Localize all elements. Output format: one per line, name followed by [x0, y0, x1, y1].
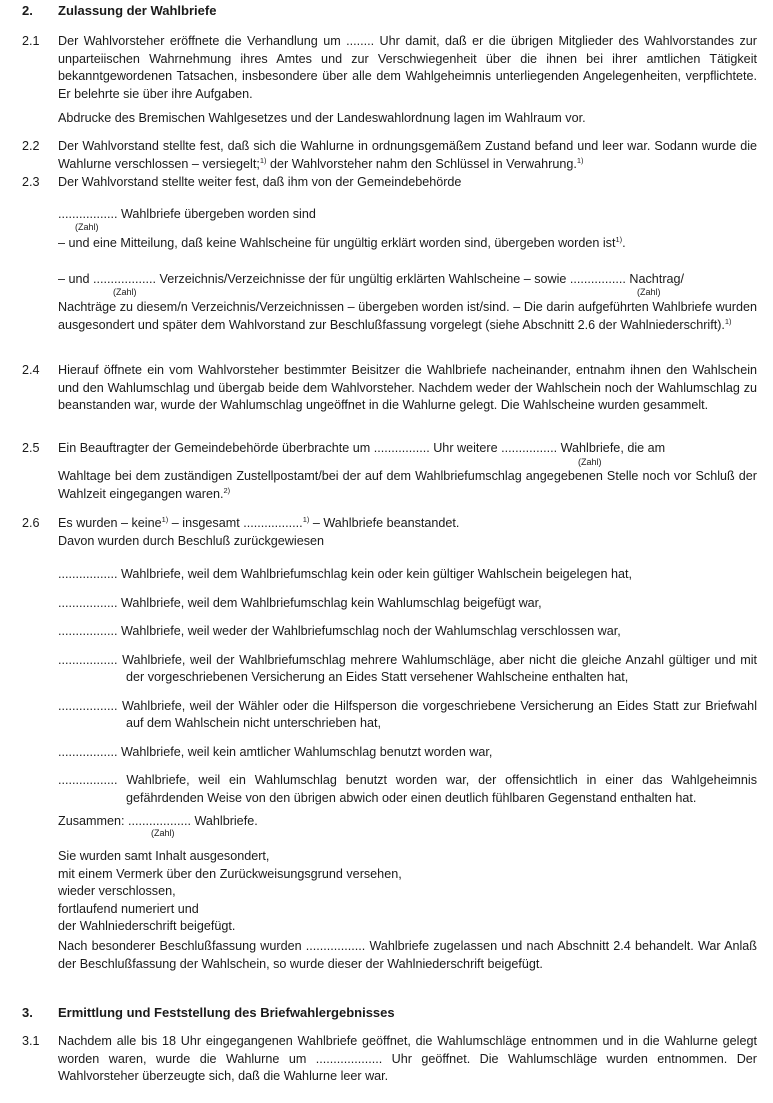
paragraph-text-cont: der Wahlvorsteher nahm den Schlüssel in Verwahrung.: [266, 156, 577, 171]
paragraph-text: Der Wahlvorstand stellte weiter fest, daß ihm von der Gemeindebehörde: [58, 175, 462, 189]
zahl-label: (Zahl): [113, 287, 137, 297]
notice-end: .: [622, 236, 626, 250]
paragraph-text: Nachdem alle bis 18 Uhr eingegangenen Wahlbriefe geöffnet, die Wahlumschläge entnommen und in die Wahlurne gelegt worden waren, wurde die Wahlurne um ................... Uhr geöffnet. Die Wahlumschläge wurden entnommen. Der Wahlvorsteher überzeugte sich, daß die Wahlurne leer war.: [58, 1034, 757, 1083]
section-3-heading: [22, 1004, 395, 1022]
register-line-cont: [58, 299, 757, 334]
section-3-number: 3.: [22, 1005, 33, 1020]
register-line: [58, 271, 758, 289]
handling-step: der Wahlniederschrift beigefügt.: [58, 919, 236, 933]
rejection-item: ................. Wahlbriefe, weil dem Wahlbriefumschlag kein oder kein gültiger Wahlschein beigelegen hat,: [58, 567, 632, 581]
register-text: – und .................. Verzeichnis/Verzeichnisse der für ungültig erklärten Wahlscheine – sowie ................ Nachtrag/: [58, 272, 685, 286]
paragraph-text-cont: Wahltage bei dem zuständigen Zustellpostamt/bei der auf dem Wahlbriefumschlag angegebenen Stelle noch vor Schluß der Wahlzeit eingegangen waren.: [58, 469, 757, 501]
footnote-ref: 1): [576, 155, 584, 165]
rejection-item: ................. Wahlbriefe, weil der Wähler oder die Hilfsperson die vorgeschriebene Versicherung an Eides Statt zur Briefwahl auf dem Wahlschein nicht unterschrieben hat,: [58, 698, 757, 730]
paragraph-number: 2.4: [22, 363, 40, 377]
footnote-ref: 1): [302, 515, 310, 524]
handling-list: [58, 848, 757, 936]
register-text-cont: Nachträge zu diesem/n Verzeichnis/Verzeichnissen – übergeben worden ist/sind. – Die darin aufgeführten Wahlbriefe wurden ausgesondert und später dem Wahlvorstand zur Beschlußfassung vorgelegt (siehe Abschnitt 2.6 der Wahlniederschrift).: [58, 300, 757, 332]
zahl-label: (Zahl): [578, 457, 602, 467]
paragraph-text: Der Wahlvorstand stellte fest, daß sich die Wahlurne in ordnungsgemäßem Zustand befand und leer war. Sodann wurde die Wahlurne verschlossen – versiegelt;: [58, 139, 757, 171]
paragraph-text-2: Abdrucke des Bremischen Wahlgesetzes und der Landeswahlordnung lagen im Wahlraum vor.: [58, 111, 586, 125]
notice-text: – und eine Mitteilung, daß keine Wahlscheine für ungültig erklärt worden sind, übergeben worden ist: [58, 236, 616, 250]
paragraph-text: Der Wahlvorsteher eröffnete die Verhandlung um ........ Uhr damit, daß er die übrigen Mitglieder des Wahlvorstandes zur unparteiischen Wahrnehmung ihres Amtes und zur Verschwiegenheit über die ihnen bei ihrer amtlichen Tätigkeit bekanntgewordenen Tatsachen, insbesondere über alle dem Wahlgeheimnis unterliegenden Angelegenheiten, verpflichtete. Er belehrte sie über ihre Aufgaben.: [58, 34, 757, 101]
footnote-ref: 1): [161, 515, 169, 524]
handover-line: [58, 206, 758, 224]
handling-step: wieder verschlossen,: [58, 884, 176, 898]
paragraph-2-5: [22, 440, 757, 458]
paragraph-3-1: [22, 1033, 757, 1086]
section-2-title: Zulassung der Wahlbriefe: [58, 3, 217, 18]
closing-text: Nach besonderer Beschlußfassung wurden ................. Wahlbriefe zugelassen und nach Abschnitt 2.4 behandelt. War Anlaß der Beschlußfassung der Wahlschein, so wurde dieser der Wahlniederschrift beigefügt.: [58, 939, 757, 971]
section-2-number: 2.: [22, 3, 33, 18]
footnote-ref: 1): [724, 316, 732, 326]
rejection-list: [58, 566, 757, 818]
paragraph-number: 2.6: [22, 516, 40, 530]
rejection-item: ................. Wahlbriefe, weil weder der Wahlbriefumschlag noch der Wahlumschlag verschlossen war,: [58, 624, 621, 638]
rejection-item: ................. Wahlbriefe, weil dem Wahlbriefumschlag kein Wahlumschlag beigefügt war,: [58, 595, 542, 610]
handling-step: fortlaufend numeriert und: [58, 901, 199, 916]
paragraph-number: 3.1: [22, 1034, 40, 1048]
notice-line: [58, 235, 758, 253]
handover-count-line: ................. Wahlbriefe übergeben worden sind: [58, 207, 316, 221]
paragraph-number: 2.2: [22, 139, 40, 153]
paragraph-2-6: [22, 515, 757, 550]
paragraph-2-1: [22, 33, 757, 128]
zahl-label: (Zahl): [75, 222, 99, 232]
rejection-item: ................. Wahlbriefe, weil ein Wahlumschlag benutzt worden war, der offensichtlich in einer das Wahlgeheimnis gefährdenden Weise von den übrigen abwich oder einen deutlich fühlbaren Gegenstand enthalten hat.: [58, 773, 757, 805]
paragraph-2-5-cont: [58, 468, 757, 503]
section-3-title: Ermittlung und Feststellung des Briefwahlergebnisses: [58, 1005, 395, 1020]
handling-step: Sie wurden samt Inhalt ausgesondert,: [58, 849, 270, 863]
zahl-label: (Zahl): [151, 828, 175, 838]
paragraph-text: Hierauf öffnete ein vom Wahlvorsteher bestimmter Beisitzer die Wahlbriefe nacheinander, entnahm ihnen den Wahlschein und den Wahlumschlag und übergab beide dem Wahlvorsteher. Nachdem weder der Wahlschein noch der Wahlumschlag zu beanstanden war, wurde der Wahlumschlag ungeöffnet in die Wahlurne gelegt. Die Wahlscheine wurden gesammelt.: [58, 363, 757, 412]
zahl-label: (Zahl): [637, 287, 661, 297]
objection-text-2: – insgesamt .................: [168, 516, 303, 530]
paragraph-number: 2.5: [22, 441, 40, 455]
paragraph-2-2: [22, 138, 757, 173]
rejection-item: ................. Wahlbriefe, weil kein amtlicher Wahlumschlag benutzt worden war,: [58, 744, 493, 759]
paragraph-2-3: [22, 174, 757, 192]
objection-text: Es wurden – keine: [58, 516, 162, 530]
footnote-ref: 1): [259, 155, 267, 165]
objection-text-3: – Wahlbriefe beanstandet.: [309, 516, 460, 530]
paragraph-number: 2.1: [22, 34, 40, 48]
footnote-ref: 2): [223, 485, 231, 495]
rejection-item: ................. Wahlbriefe, weil der Wahlbriefumschlag mehrere Wahlumschläge, aber nicht die gleiche Anzahl gültiger und mit der vorgeschriebenen Versicherung an Eides Statt versehener Wahlscheine enthalten hat,: [58, 652, 757, 684]
paragraph-2-4: [22, 362, 757, 415]
rejection-intro: Davon wurden durch Beschluß zurückgewiesen: [58, 533, 325, 548]
handling-step: mit einem Vermerk über den Zurückweisungsgrund versehen,: [58, 866, 402, 881]
paragraph-text: Ein Beauftragter der Gemeindebehörde überbrachte um ................ Uhr weitere ................ Wahlbriefe, die am: [58, 441, 666, 455]
section-2-heading: [22, 2, 216, 20]
total-line: Zusammen: .................. Wahlbriefe.: [58, 814, 258, 828]
footnote-ref: 1): [615, 235, 623, 244]
paragraph-number: 2.3: [22, 175, 40, 189]
